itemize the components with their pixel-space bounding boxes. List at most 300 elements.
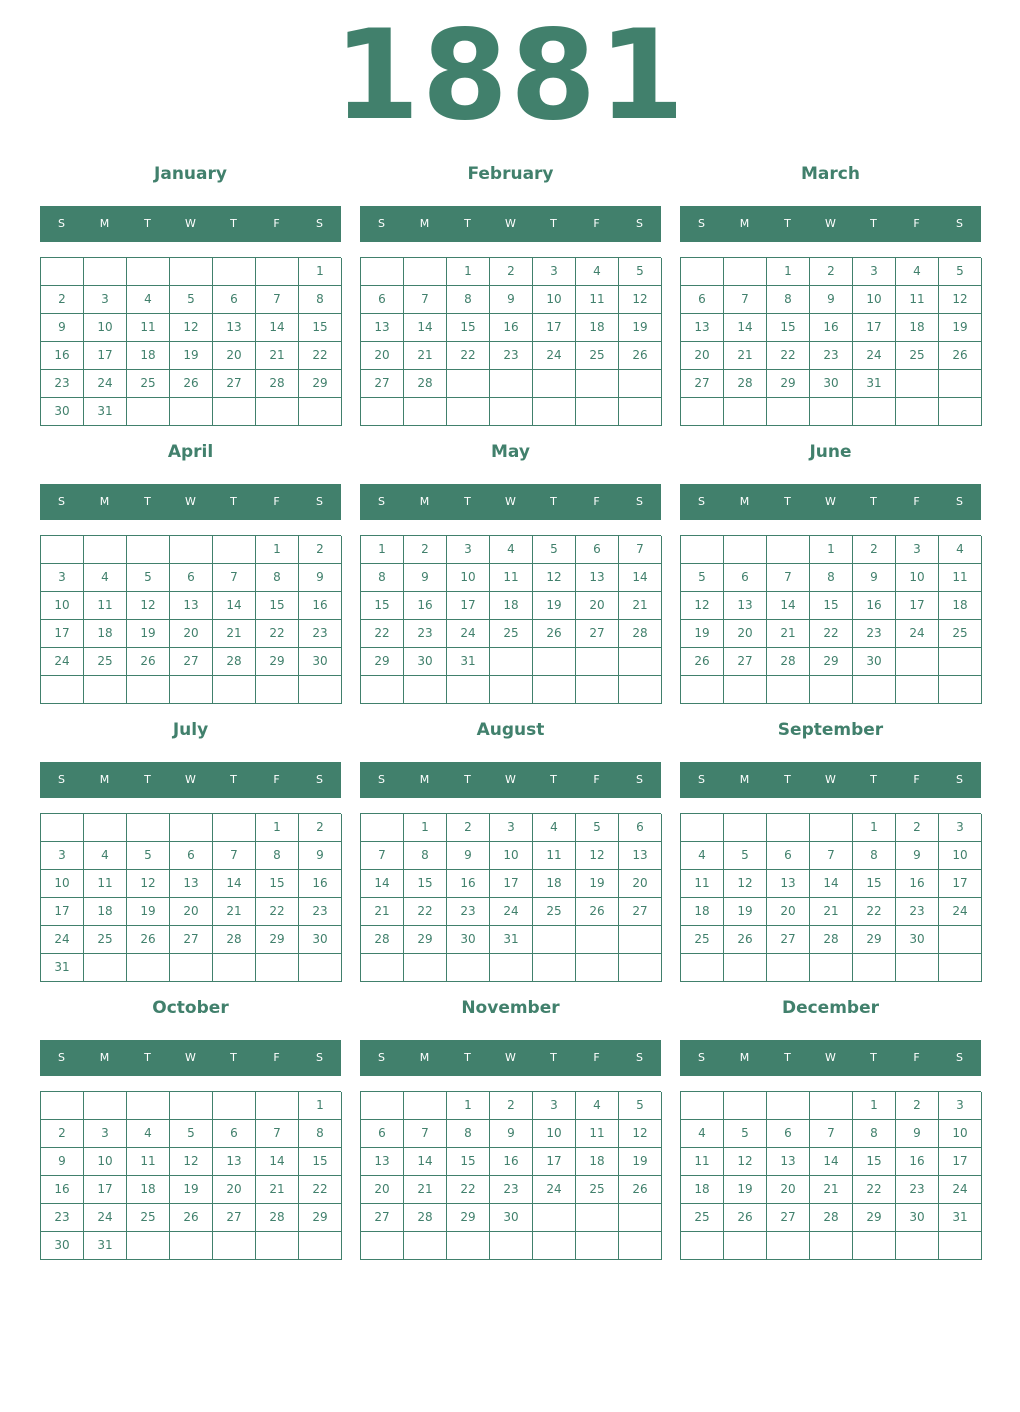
day-cell: 5: [127, 842, 170, 870]
empty-day-cell: [681, 258, 724, 286]
empty-day-cell: [681, 398, 724, 426]
day-cell: 10: [447, 564, 490, 592]
day-cell: 12: [127, 870, 170, 898]
empty-day-cell: [84, 676, 127, 704]
empty-day-cell: [681, 676, 724, 704]
day-cell: 13: [361, 314, 404, 342]
weekday-label: M: [419, 1051, 430, 1064]
day-cell: 2: [41, 1120, 84, 1148]
empty-day-cell: [127, 676, 170, 704]
weekday-header: [360, 206, 661, 242]
day-cell: 25: [681, 1204, 724, 1232]
day-cell: 15: [299, 1148, 342, 1176]
day-cell: 17: [447, 592, 490, 620]
empty-day-cell: [681, 814, 724, 842]
weekday-label: T: [550, 1051, 557, 1064]
empty-day-cell: [533, 648, 576, 676]
day-cell: 4: [84, 564, 127, 592]
day-cell: 8: [810, 564, 853, 592]
empty-day-cell: [619, 398, 662, 426]
day-cell: 21: [810, 1176, 853, 1204]
empty-day-cell: [170, 258, 213, 286]
weekday-header: [40, 762, 341, 798]
empty-day-cell: [84, 954, 127, 982]
day-cell: 31: [84, 1232, 127, 1260]
day-cell: 11: [127, 1148, 170, 1176]
day-cell: 1: [256, 814, 299, 842]
weekday-label: T: [464, 495, 471, 508]
day-cell: 25: [939, 620, 982, 648]
day-cell: 11: [896, 286, 939, 314]
day-cell: 31: [490, 926, 533, 954]
weekday-label: W: [505, 217, 516, 230]
empty-day-cell: [404, 1092, 447, 1120]
day-grid: [40, 813, 341, 982]
day-cell: 29: [256, 926, 299, 954]
empty-day-cell: [939, 398, 982, 426]
day-cell: 23: [490, 342, 533, 370]
empty-day-cell: [213, 398, 256, 426]
empty-day-cell: [84, 814, 127, 842]
day-cell: 2: [299, 536, 342, 564]
day-cell: 9: [896, 842, 939, 870]
day-cell: 22: [767, 342, 810, 370]
weekday-label: F: [593, 217, 600, 230]
weekday-label: M: [419, 773, 430, 786]
weekday-label: T: [550, 217, 557, 230]
weekday-label: T: [784, 1051, 791, 1064]
day-cell: 28: [724, 370, 767, 398]
day-cell: 30: [447, 926, 490, 954]
empty-day-cell: [896, 370, 939, 398]
day-cell: 29: [361, 648, 404, 676]
day-cell: 1: [853, 814, 896, 842]
empty-day-cell: [619, 676, 662, 704]
weekday-label: S: [58, 495, 65, 508]
day-cell: 11: [576, 286, 619, 314]
day-cell: 30: [490, 1204, 533, 1232]
day-cell: 20: [767, 898, 810, 926]
day-cell: 3: [447, 536, 490, 564]
day-cell: 19: [576, 870, 619, 898]
day-cell: 8: [299, 1120, 342, 1148]
weekday-label: T: [144, 217, 151, 230]
day-cell: 11: [84, 592, 127, 620]
day-cell: 12: [170, 1148, 213, 1176]
day-cell: 4: [681, 1120, 724, 1148]
day-cell: 18: [681, 1176, 724, 1204]
day-cell: 28: [404, 370, 447, 398]
day-cell: 23: [41, 370, 84, 398]
day-cell: 20: [681, 342, 724, 370]
day-cell: 6: [767, 842, 810, 870]
empty-day-cell: [299, 1232, 342, 1260]
weekday-header: [680, 206, 981, 242]
day-cell: 21: [619, 592, 662, 620]
day-cell: 2: [299, 814, 342, 842]
day-cell: 2: [404, 536, 447, 564]
day-cell: 3: [939, 1092, 982, 1120]
empty-day-cell: [681, 536, 724, 564]
day-cell: 16: [896, 870, 939, 898]
day-cell: 19: [939, 314, 982, 342]
day-cell: 7: [361, 842, 404, 870]
day-cell: 31: [84, 398, 127, 426]
empty-day-cell: [84, 258, 127, 286]
weekday-label: T: [550, 495, 557, 508]
day-cell: 15: [299, 314, 342, 342]
day-cell: 14: [361, 870, 404, 898]
day-cell: 17: [533, 1148, 576, 1176]
day-cell: 22: [447, 1176, 490, 1204]
day-cell: 25: [127, 370, 170, 398]
empty-day-cell: [767, 1092, 810, 1120]
empty-day-cell: [939, 676, 982, 704]
day-cell: 28: [213, 648, 256, 676]
empty-day-cell: [724, 398, 767, 426]
day-cell: 30: [41, 398, 84, 426]
day-cell: 5: [533, 536, 576, 564]
month-name: March: [801, 164, 860, 184]
day-cell: 17: [84, 342, 127, 370]
empty-day-cell: [447, 676, 490, 704]
day-cell: 12: [681, 592, 724, 620]
day-cell: 26: [619, 1176, 662, 1204]
empty-day-cell: [127, 1232, 170, 1260]
day-cell: 26: [170, 1204, 213, 1232]
weekday-label: S: [316, 217, 323, 230]
day-cell: 31: [939, 1204, 982, 1232]
empty-day-cell: [41, 536, 84, 564]
weekday-label: W: [825, 1051, 836, 1064]
empty-day-cell: [361, 1232, 404, 1260]
day-cell: 10: [853, 286, 896, 314]
day-cell: 9: [299, 564, 342, 592]
empty-day-cell: [810, 954, 853, 982]
weekday-label: S: [698, 495, 705, 508]
empty-day-cell: [853, 954, 896, 982]
weekday-label: M: [739, 1051, 750, 1064]
day-cell: 26: [619, 342, 662, 370]
month-name: January: [154, 164, 227, 184]
day-cell: 15: [853, 870, 896, 898]
day-cell: 16: [404, 592, 447, 620]
day-cell: 18: [127, 1176, 170, 1204]
day-cell: 15: [853, 1148, 896, 1176]
day-cell: 23: [299, 898, 342, 926]
day-cell: 1: [299, 1092, 342, 1120]
day-cell: 19: [724, 898, 767, 926]
day-cell: 24: [896, 620, 939, 648]
day-cell: 24: [939, 898, 982, 926]
day-cell: 15: [256, 870, 299, 898]
empty-day-cell: [404, 676, 447, 704]
day-cell: 24: [939, 1176, 982, 1204]
empty-day-cell: [576, 926, 619, 954]
day-cell: 10: [490, 842, 533, 870]
day-cell: 1: [447, 1092, 490, 1120]
day-cell: 24: [533, 342, 576, 370]
day-cell: 8: [447, 1120, 490, 1148]
day-cell: 26: [724, 926, 767, 954]
day-grid: [360, 257, 661, 426]
empty-day-cell: [810, 1232, 853, 1260]
weekday-label: M: [739, 773, 750, 786]
weekday-label: T: [784, 495, 791, 508]
day-cell: 19: [170, 342, 213, 370]
day-cell: 11: [681, 870, 724, 898]
weekday-label: T: [230, 217, 237, 230]
day-cell: 25: [533, 898, 576, 926]
day-cell: 21: [213, 620, 256, 648]
weekday-header: [40, 484, 341, 520]
weekday-label: W: [185, 1051, 196, 1064]
empty-day-cell: [299, 954, 342, 982]
day-cell: 13: [619, 842, 662, 870]
day-cell: 16: [41, 1176, 84, 1204]
day-cell: 7: [404, 286, 447, 314]
empty-day-cell: [724, 1232, 767, 1260]
day-cell: 17: [853, 314, 896, 342]
day-cell: 29: [447, 1204, 490, 1232]
day-cell: 10: [939, 1120, 982, 1148]
day-cell: 26: [681, 648, 724, 676]
weekday-header: [360, 1040, 661, 1076]
weekday-label: S: [636, 217, 643, 230]
day-cell: 19: [724, 1176, 767, 1204]
weekday-label: T: [870, 773, 877, 786]
weekday-label: T: [144, 495, 151, 508]
day-cell: 19: [681, 620, 724, 648]
month-name: June: [809, 442, 852, 462]
day-cell: 28: [256, 1204, 299, 1232]
empty-day-cell: [127, 954, 170, 982]
weekday-label: S: [956, 773, 963, 786]
weekday-header: [40, 1040, 341, 1076]
empty-day-cell: [619, 648, 662, 676]
day-cell: 30: [299, 926, 342, 954]
day-cell: 22: [299, 342, 342, 370]
day-cell: 14: [619, 564, 662, 592]
empty-day-cell: [404, 398, 447, 426]
day-cell: 13: [576, 564, 619, 592]
empty-day-cell: [299, 398, 342, 426]
weekday-header: [360, 484, 661, 520]
day-cell: 6: [170, 564, 213, 592]
day-cell: 22: [853, 1176, 896, 1204]
day-cell: 9: [41, 1148, 84, 1176]
day-cell: 14: [724, 314, 767, 342]
day-cell: 15: [447, 314, 490, 342]
day-cell: 15: [404, 870, 447, 898]
day-cell: 19: [127, 620, 170, 648]
empty-day-cell: [853, 398, 896, 426]
day-cell: 30: [299, 648, 342, 676]
day-cell: 20: [767, 1176, 810, 1204]
day-cell: 28: [256, 370, 299, 398]
day-cell: 23: [41, 1204, 84, 1232]
day-cell: 30: [896, 926, 939, 954]
empty-day-cell: [490, 954, 533, 982]
day-cell: 14: [256, 314, 299, 342]
empty-day-cell: [533, 1204, 576, 1232]
empty-day-cell: [767, 814, 810, 842]
day-cell: 22: [361, 620, 404, 648]
day-cell: 3: [84, 1120, 127, 1148]
weekday-label: F: [913, 1051, 920, 1064]
empty-day-cell: [447, 954, 490, 982]
day-cell: 16: [853, 592, 896, 620]
day-cell: 28: [619, 620, 662, 648]
day-cell: 22: [404, 898, 447, 926]
day-cell: 5: [619, 1092, 662, 1120]
day-cell: 7: [256, 1120, 299, 1148]
day-cell: 28: [767, 648, 810, 676]
day-cell: 19: [533, 592, 576, 620]
day-cell: 28: [404, 1204, 447, 1232]
day-cell: 31: [447, 648, 490, 676]
empty-day-cell: [939, 954, 982, 982]
empty-day-cell: [361, 676, 404, 704]
day-grid: [680, 1091, 981, 1260]
day-cell: 5: [127, 564, 170, 592]
day-cell: 29: [299, 1204, 342, 1232]
empty-day-cell: [127, 1092, 170, 1120]
weekday-label: T: [464, 217, 471, 230]
day-cell: 13: [361, 1148, 404, 1176]
weekday-label: T: [230, 1051, 237, 1064]
day-cell: 20: [213, 342, 256, 370]
day-cell: 17: [84, 1176, 127, 1204]
weekday-label: T: [230, 495, 237, 508]
day-cell: 8: [404, 842, 447, 870]
day-cell: 21: [361, 898, 404, 926]
weekday-label: M: [739, 495, 750, 508]
day-cell: 16: [810, 314, 853, 342]
day-cell: 8: [256, 842, 299, 870]
day-cell: 18: [681, 898, 724, 926]
day-cell: 26: [533, 620, 576, 648]
weekday-label: F: [913, 217, 920, 230]
weekday-label: S: [636, 1051, 643, 1064]
day-cell: 4: [939, 536, 982, 564]
day-cell: 30: [41, 1232, 84, 1260]
day-cell: 10: [533, 286, 576, 314]
empty-day-cell: [896, 398, 939, 426]
month-name: November: [461, 998, 560, 1018]
weekday-label: S: [956, 1051, 963, 1064]
day-cell: 17: [896, 592, 939, 620]
day-cell: 4: [576, 258, 619, 286]
day-cell: 17: [533, 314, 576, 342]
day-cell: 20: [361, 342, 404, 370]
day-cell: 2: [447, 814, 490, 842]
day-cell: 22: [299, 1176, 342, 1204]
empty-day-cell: [853, 1232, 896, 1260]
day-cell: 25: [576, 342, 619, 370]
day-grid: [40, 535, 341, 704]
day-cell: 8: [853, 1120, 896, 1148]
empty-day-cell: [361, 814, 404, 842]
empty-day-cell: [213, 258, 256, 286]
day-cell: 2: [490, 258, 533, 286]
empty-day-cell: [576, 676, 619, 704]
day-cell: 16: [490, 314, 533, 342]
month-name: May: [491, 442, 530, 462]
empty-day-cell: [576, 648, 619, 676]
day-cell: 23: [490, 1176, 533, 1204]
day-grid: [40, 257, 341, 426]
empty-day-cell: [576, 1232, 619, 1260]
empty-day-cell: [724, 954, 767, 982]
empty-day-cell: [490, 648, 533, 676]
day-cell: 15: [361, 592, 404, 620]
day-cell: 2: [490, 1092, 533, 1120]
day-cell: 3: [41, 842, 84, 870]
weekday-label: S: [58, 1051, 65, 1064]
day-cell: 8: [299, 286, 342, 314]
day-cell: 28: [810, 926, 853, 954]
day-cell: 6: [724, 564, 767, 592]
empty-day-cell: [724, 1092, 767, 1120]
day-cell: 27: [170, 648, 213, 676]
day-cell: 21: [404, 1176, 447, 1204]
empty-day-cell: [576, 954, 619, 982]
day-cell: 1: [256, 536, 299, 564]
empty-day-cell: [256, 1232, 299, 1260]
day-cell: 10: [41, 870, 84, 898]
day-cell: 24: [41, 648, 84, 676]
weekday-label: S: [698, 773, 705, 786]
empty-day-cell: [490, 676, 533, 704]
weekday-label: S: [956, 495, 963, 508]
day-cell: 6: [576, 536, 619, 564]
day-cell: 6: [170, 842, 213, 870]
weekday-label: M: [419, 217, 430, 230]
day-cell: 18: [533, 870, 576, 898]
day-cell: 1: [447, 258, 490, 286]
weekday-label: T: [464, 1051, 471, 1064]
empty-day-cell: [84, 1092, 127, 1120]
day-cell: 14: [404, 314, 447, 342]
weekday-label: T: [144, 773, 151, 786]
empty-day-cell: [939, 370, 982, 398]
day-cell: 6: [213, 286, 256, 314]
empty-day-cell: [361, 1092, 404, 1120]
day-cell: 24: [533, 1176, 576, 1204]
weekday-label: F: [913, 495, 920, 508]
empty-day-cell: [41, 676, 84, 704]
day-cell: 5: [939, 258, 982, 286]
day-cell: 27: [767, 1204, 810, 1232]
day-cell: 14: [810, 1148, 853, 1176]
day-cell: 5: [681, 564, 724, 592]
day-cell: 27: [361, 1204, 404, 1232]
empty-day-cell: [576, 398, 619, 426]
day-cell: 31: [41, 954, 84, 982]
day-cell: 12: [724, 1148, 767, 1176]
day-cell: 18: [576, 314, 619, 342]
empty-day-cell: [127, 814, 170, 842]
day-cell: 27: [724, 648, 767, 676]
day-cell: 31: [853, 370, 896, 398]
day-cell: 12: [533, 564, 576, 592]
empty-day-cell: [767, 398, 810, 426]
day-cell: 10: [939, 842, 982, 870]
day-cell: 24: [41, 926, 84, 954]
weekday-label: W: [505, 495, 516, 508]
weekday-label: T: [784, 773, 791, 786]
